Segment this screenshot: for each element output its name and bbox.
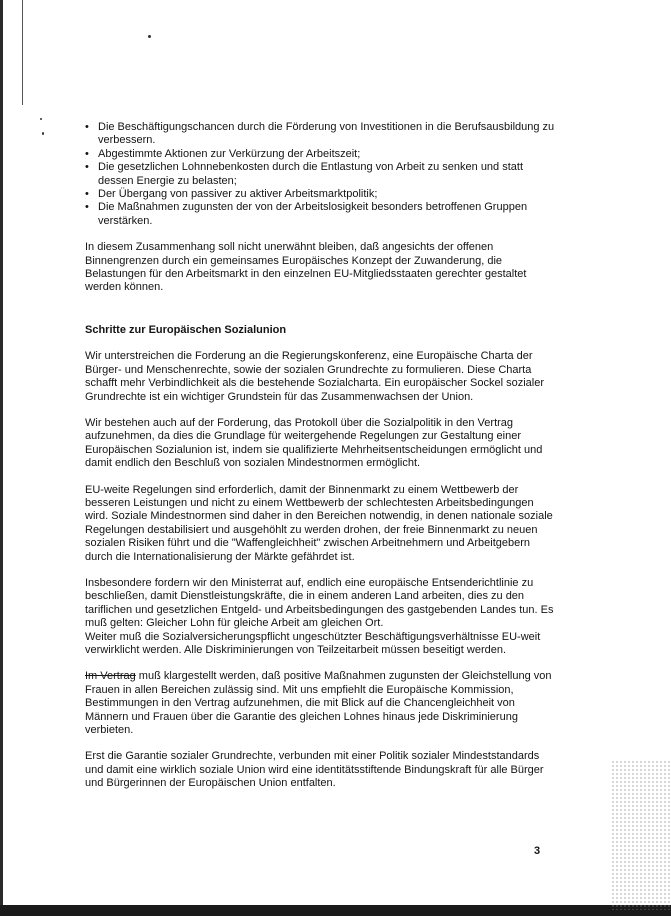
paragraph: Wir unterstreichen die Forderung an die Regierungskonferenz, eine Europäische Charta der Bürger- und Menschenrechte, sowie der sozialen Grundrechte zu formulieren. Diese Charta schafft mehr Verbindlichkeit als die bestehende Sozialcharta. Ein europäischer Sockel sozialer Grundrechte ist ein wichtiger Grundstein für das Zusammenwachsen der Union. [85,350,544,403]
scan-speck [148,35,151,38]
scan-noise-right [611,760,671,910]
list-item: • Der Übergang von passiver zu aktiver Arbeitsmarktpolitik; [85,188,555,201]
document-body [85,121,555,804]
struck-text: Im Vertrag [85,670,136,683]
paragraph: Wir bestehen auch auf der Forderung, das Protokoll über die Sozialpolitik in den Vertrag aufzunehmen, da dies die Grundlage für weitergehende Regelungen zur Gestaltung einer Europäischen Sozialunion ist, indem sie qualifizierte Mehrheitsentscheidungen ermöglicht und damit endlich den Beschluß von sozialen Mindestnormen ermöglicht. [85,416,543,470]
closing-paragraph: Erst die Garantie sozialer Grundrechte, verbunden mit einer Politik sozialer Mindeststandards und damit eine wirklich soziale Union wird eine identitätsstiftende Bindungskraft für alle Bürger und Bürgerinnen der Europäischen Union entfalten. [85,750,544,790]
scan-edge-left [0,0,3,916]
section-heading: Schritte zur Europäischen Sozialunion [85,323,287,336]
paragraph-ministerrat [85,577,555,657]
page-number: 3 [534,845,541,857]
list-item: • Die Beschäftigungschancen durch die Förderung von Investitionen in die Berufsausbildung zu verbessern. [85,121,555,148]
paragraph: EU-weite Regelungen sind erforderlich, damit der Binnenmarkt zu einem Wettbewerb der besseren Leistungen und nicht zu einem Wettbewerb der schlechtesten Arbeitsbedingungen wird. Soziale Mindestnormen sind daher in den Bereichen notwendig, in denen nationale soziale Regelungen destabilisiert und ausgehöhlt zu werden drohen, der freie Binnenmarkt zu neuen sozialen Risiken führt und die "Waffengleichheit" zwischen Arbeitnehmern und Arbeitgebern durch die Internationalisierung der Märkte gefährdet ist. [85,483,553,563]
list-item: • Die Maßnahmen zugunsten der von der Arbeitslosigkeit besonders betroffenen Gruppen verstärken. [85,201,555,228]
scan-speck [40,118,42,120]
scan-edge-bottom [0,905,671,916]
paragraph-line: Insbesondere fordern wir den Ministerrat auf, endlich eine europäische Entsenderichtlinie zu beschließen, damit Dienstleistungskräfte, die in einem anderen Land arbeiten, dies zu den tariflichen und gesetzlichen Entgeld- und Arbeitsbedingungen des gastgebenden Landes tun. Es muß gelten: Gleicher Lohn für gleiche Arbeit am gleichen Ort. [85,576,554,630]
paragraph-text: muß klargestellt werden, daß positive Maßnahmen zugunsten der Gleichstellung von Frauen in allen Bereichen zulässig sind. Mit uns empfiehlt die Europäische Kommission, Bestimmungen in den Vertrag aufzunehmen, die mit Blick auf die Chancengleichheit von Männern und Frauen über die Garantie des gleichen Lohnes hinaus jede Diskriminierung verbieten. [85,670,552,737]
paragraph-vertrag [85,670,555,737]
paragraph-line: Weiter muß die Sozialversicherungspflicht ungeschützter Beschäftigungsverhältnisse EU-weit verwirklicht werden. Alle Diskriminierungen von Teilzeitarbeit müssen beseitigt werden. [85,630,541,656]
scan-speck [42,132,44,135]
intro-paragraph: In diesem Zusammenhang soll nicht unerwähnt bleiben, daß angesichts der offenen Binnengrenzen durch ein gemeinsames Europäisches Konzept der Zuwanderung, die Belastungen für den Arbeitsmarkt in den einzelnen EU-Mitgliedsstaaten gerechter gestaltet werden können. [85,241,527,294]
list-item: • Abgestimmte Aktionen zur Verkürzung der Arbeitszeit; [85,148,555,161]
bullet-list [85,121,555,228]
list-item: • Die gesetzlichen Lohnnebenkosten durch die Entlastung von Arbeit zu senken und statt dessen Energie zu belasten; [85,161,555,188]
scan-mark-left [22,0,23,105]
